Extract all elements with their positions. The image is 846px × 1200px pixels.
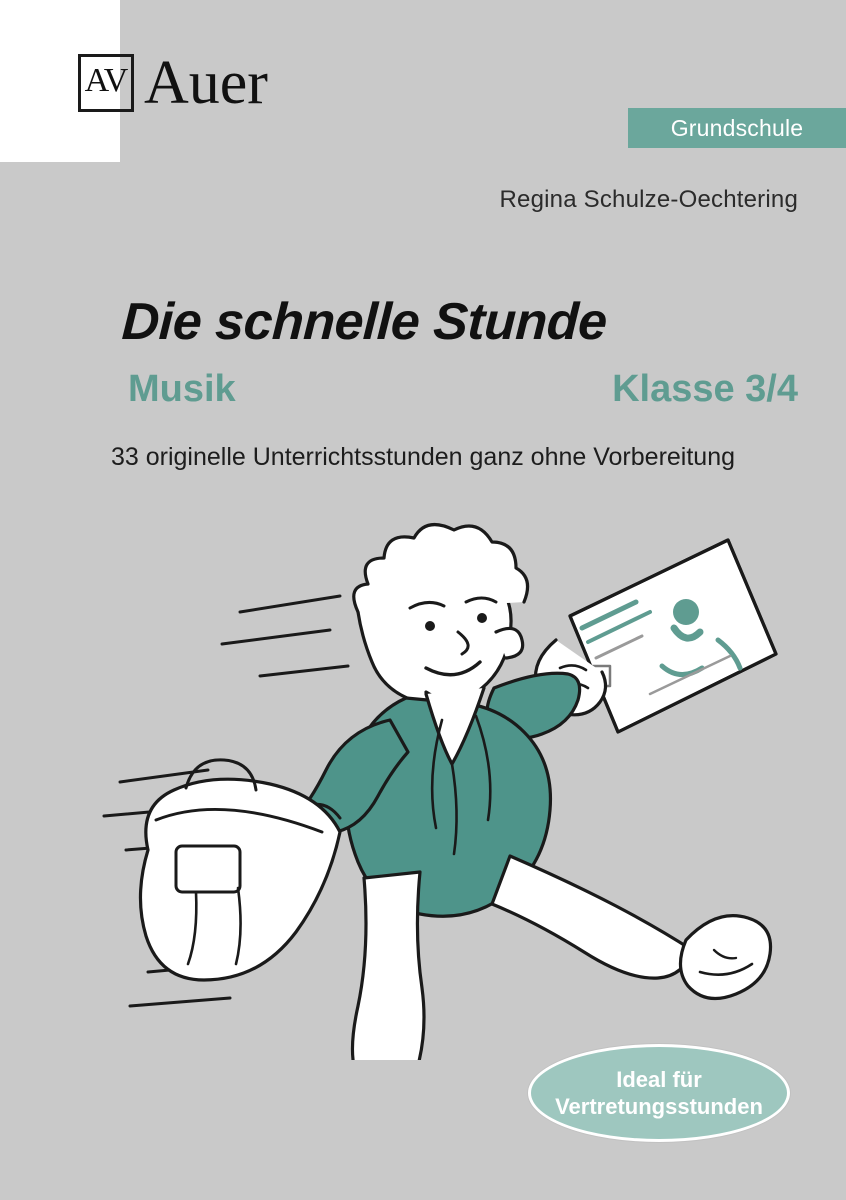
running-teacher-illustration <box>90 520 830 1060</box>
grade-label: Klasse 3/4 <box>612 368 798 410</box>
status-badge <box>528 1044 790 1142</box>
publisher-monogram-icon <box>78 54 134 112</box>
badge-line-1: Ideal für <box>616 1066 702 1092</box>
school-level-badge: Grundschule <box>628 108 846 148</box>
author-name: Regina Schulze-Oechtering <box>499 186 798 213</box>
page-title: Die schnelle Stunde <box>120 293 609 351</box>
publisher-name: Auer <box>144 49 268 117</box>
badge-line-2: Vertretungsstunden <box>555 1094 763 1119</box>
publisher-logo <box>78 49 268 117</box>
publisher-monogram-text: AV <box>84 62 128 99</box>
subject-label: Musik <box>128 368 236 410</box>
tagline: 33 originelle Unterrichtsstunden ganz ohne Vorbereitung <box>110 443 736 471</box>
